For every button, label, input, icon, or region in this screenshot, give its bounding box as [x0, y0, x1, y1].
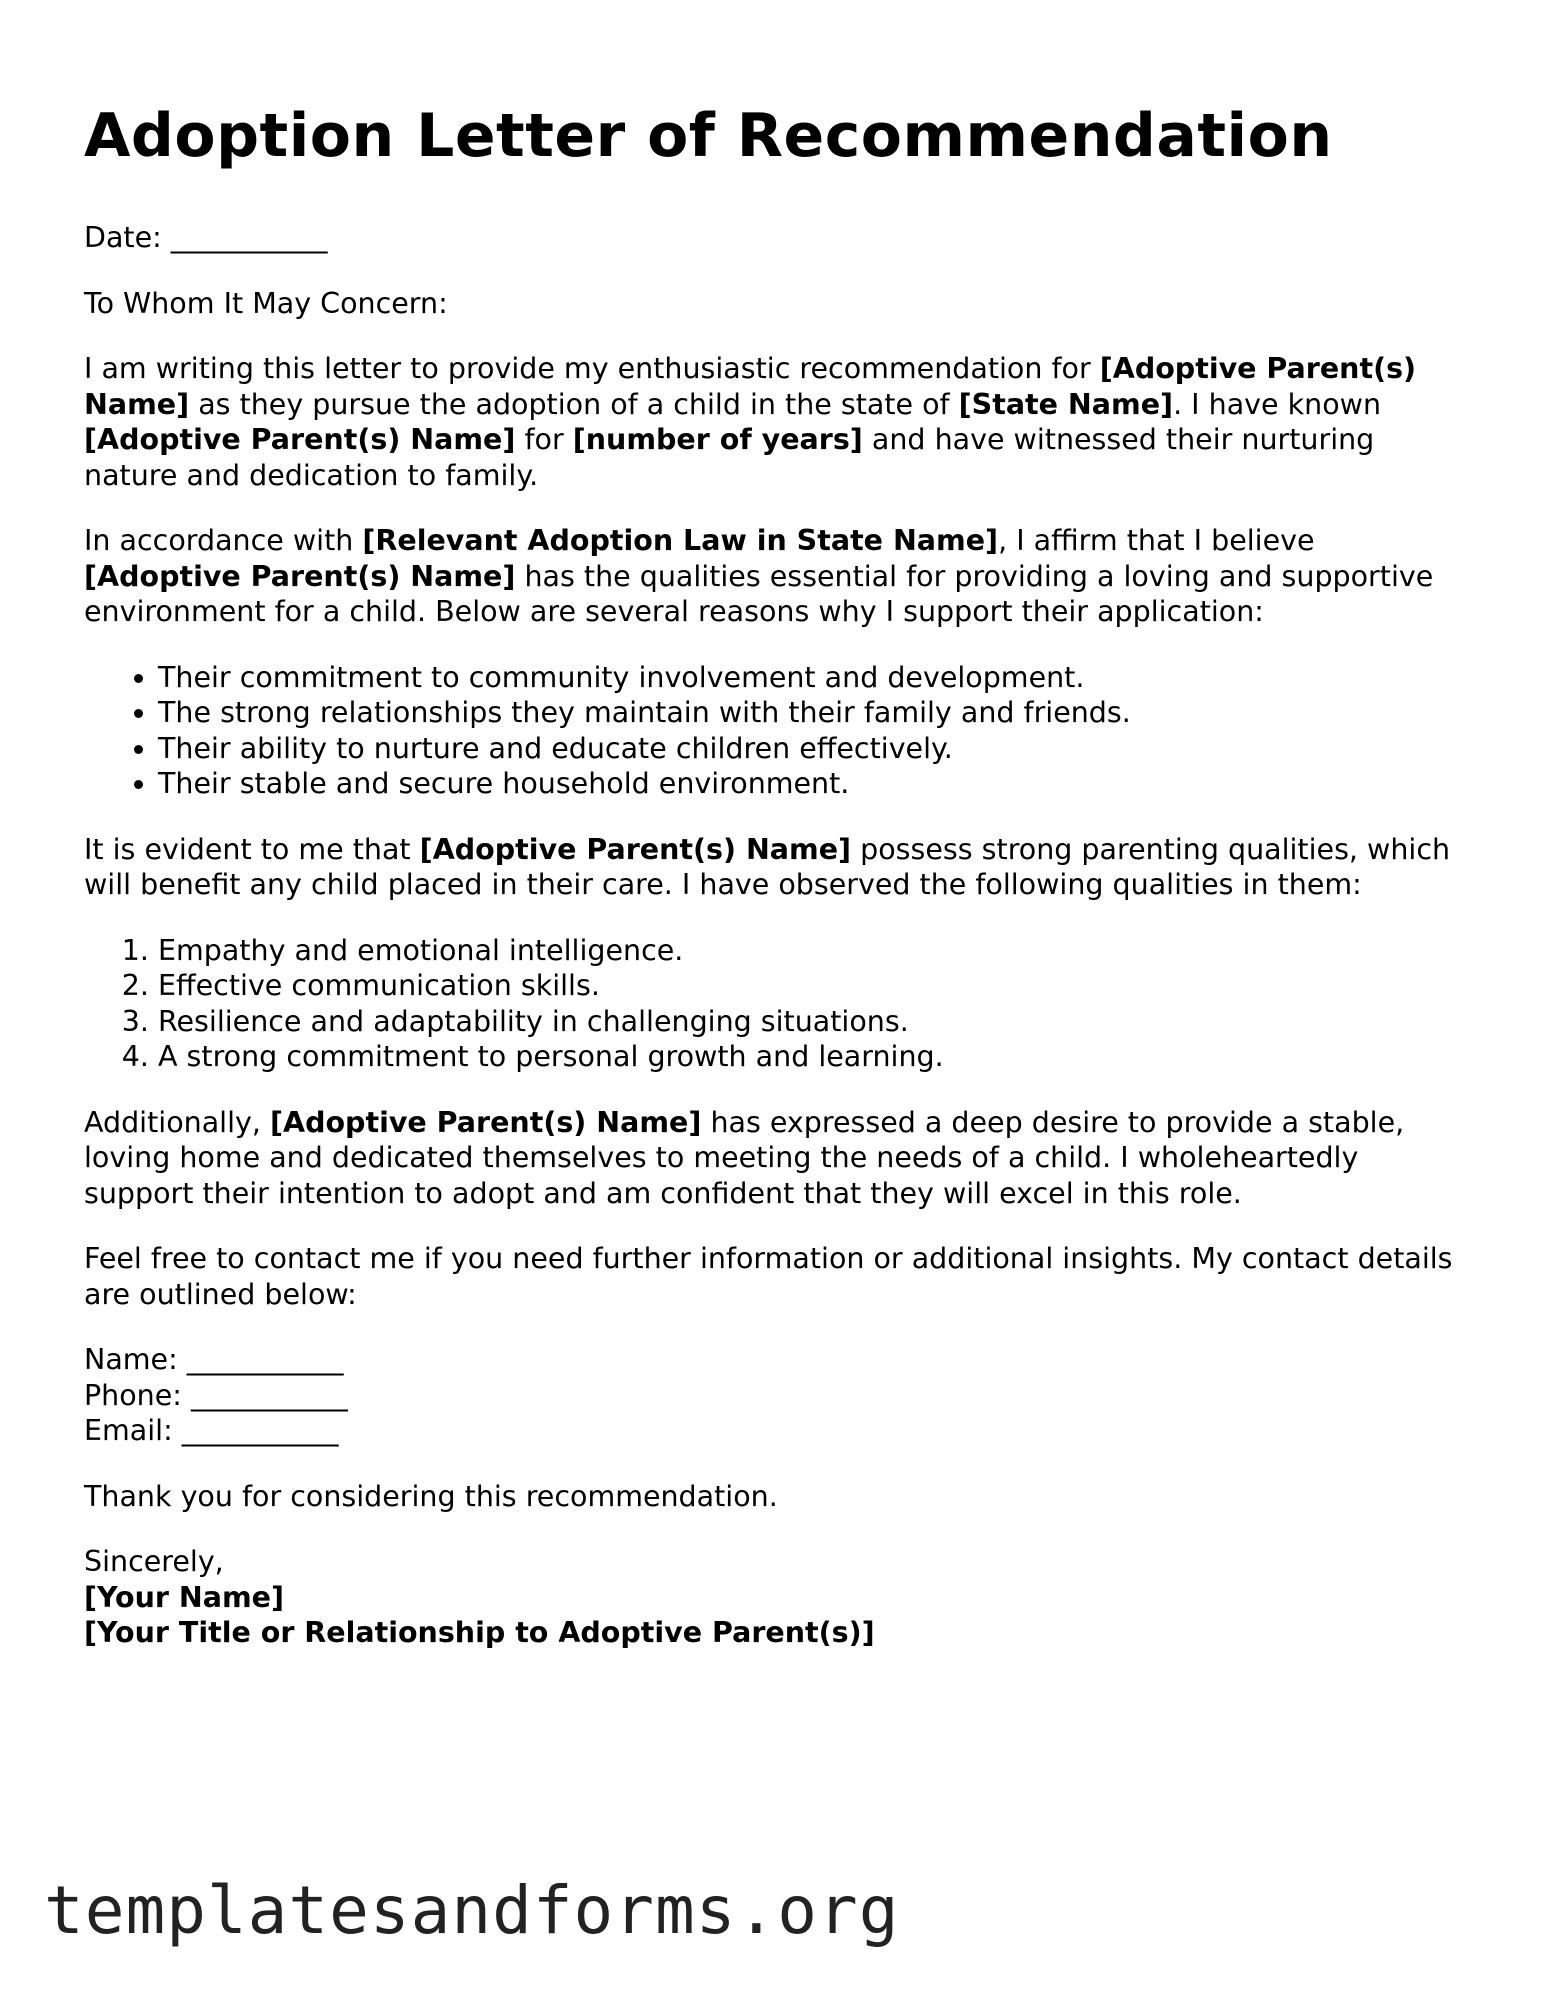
signature-block: [84, 1544, 1464, 1651]
placeholder-adoptive-parent-name: [Adoptive Parent(s) Name]: [269, 1105, 702, 1139]
text: has the qualities essential for providing a loving and supportive environment for a child. Below are several reasons why I support their application:: [84, 559, 1434, 628]
paragraph-contact: Feel free to contact me if you need further information or additional insights. My contact details are outlined below:: [84, 1242, 1453, 1311]
letter-page: [84, 100, 1464, 1681]
placeholder-adoptive-parent-name: [Adoptive Parent(s) Name]: [419, 832, 852, 866]
list-item: • Their commitment to community involvement and development.: [158, 660, 1464, 696]
contact-phone-label: Phone:: [84, 1378, 182, 1412]
contact-phone-blank: ___________: [190, 1378, 348, 1412]
contact-phone-line: [84, 1378, 1464, 1414]
contact-email-label: Email:: [84, 1414, 173, 1447]
text: It is evident to me that: [84, 832, 420, 866]
text: In accordance with: [84, 524, 363, 557]
list-item: 3. Resilience and adaptability in challenging situations.: [158, 1004, 1464, 1040]
paragraph-evident: [84, 832, 1464, 903]
text: , I affirm that I believe: [998, 524, 1315, 557]
text: I am writing this letter to provide my enthusiastic recommendation for: [84, 352, 1100, 385]
contact-name-label: Name:: [84, 1343, 178, 1376]
date-label: Date:: [84, 221, 162, 254]
placeholder-state-name: [State Name]: [958, 387, 1174, 421]
placeholder-adoptive-parent-name: [Adoptive Parent(s) Name]: [84, 423, 516, 456]
thanks-line: Thank you for considering this recommendation.: [84, 1479, 778, 1513]
placeholder-relevant-law: [Relevant Adoption Law in State Name]: [362, 524, 999, 557]
list-item: • Their stable and secure household environment.: [158, 766, 1464, 802]
placeholder-adoptive-parent-name: [Adoptive Parent(s) Name]: [84, 559, 516, 593]
date-line: [84, 220, 1464, 256]
reasons-list: [84, 660, 1464, 802]
text: . I have known: [1173, 387, 1382, 421]
paragraph-intro: [84, 351, 1464, 493]
contact-name-line: [84, 1342, 1464, 1378]
watermark: templatesandforms.org: [44, 1872, 900, 1949]
salutation: To Whom It May Concern:: [84, 286, 448, 320]
contact-email-blank: ___________: [181, 1414, 339, 1447]
qualities-list: [84, 933, 1464, 1075]
list-item: • Their ability to nurture and educate children effectively.: [158, 731, 1464, 767]
text: Additionally,: [84, 1105, 270, 1139]
placeholder-number-of-years: [number of years]: [572, 423, 863, 456]
paragraph-additionally: [84, 1105, 1464, 1212]
text: has expressed a deep desire to provide a stable, loving home and dedicated themselves to meeting the needs of a child. I wholeheartedly support their intention to adopt and am confident that they will excel in this role.: [84, 1105, 1405, 1210]
list-item: 2. Effective communication skills.: [158, 968, 1464, 1004]
placeholder-adoptive-parent-name: [Adoptive Parent(s) Name]: [84, 352, 1417, 421]
signature-name: [Your Name]: [84, 1580, 285, 1614]
page-title: Adoption Letter of Recommendation: [84, 101, 1333, 171]
paragraph-accordance: [84, 523, 1464, 630]
contact-email-line: [84, 1413, 1464, 1449]
contact-block: [84, 1342, 1464, 1449]
signature-title: [Your Title or Relationship to Adoptive Parent(s)]: [84, 1616, 875, 1649]
closing: Sincerely,: [84, 1545, 224, 1578]
contact-name-blank: ___________: [186, 1343, 344, 1376]
text: and have witnessed their nurturing nature and dedication to family.: [84, 423, 1375, 492]
date-blank: ___________: [170, 221, 328, 254]
list-item: • The strong relationships they maintain with their family and friends.: [158, 695, 1464, 731]
text: possess strong parenting qualities, which will benefit any child placed in their care. I have observed the following qualities in them:: [84, 832, 1451, 901]
text: for: [515, 423, 573, 456]
list-item: 1. Empathy and emotional intelligence.: [158, 933, 1464, 969]
list-item: 4. A strong commitment to personal growth and learning.: [158, 1039, 1464, 1075]
text: as they pursue the adoption of a child in the state of: [189, 387, 959, 421]
